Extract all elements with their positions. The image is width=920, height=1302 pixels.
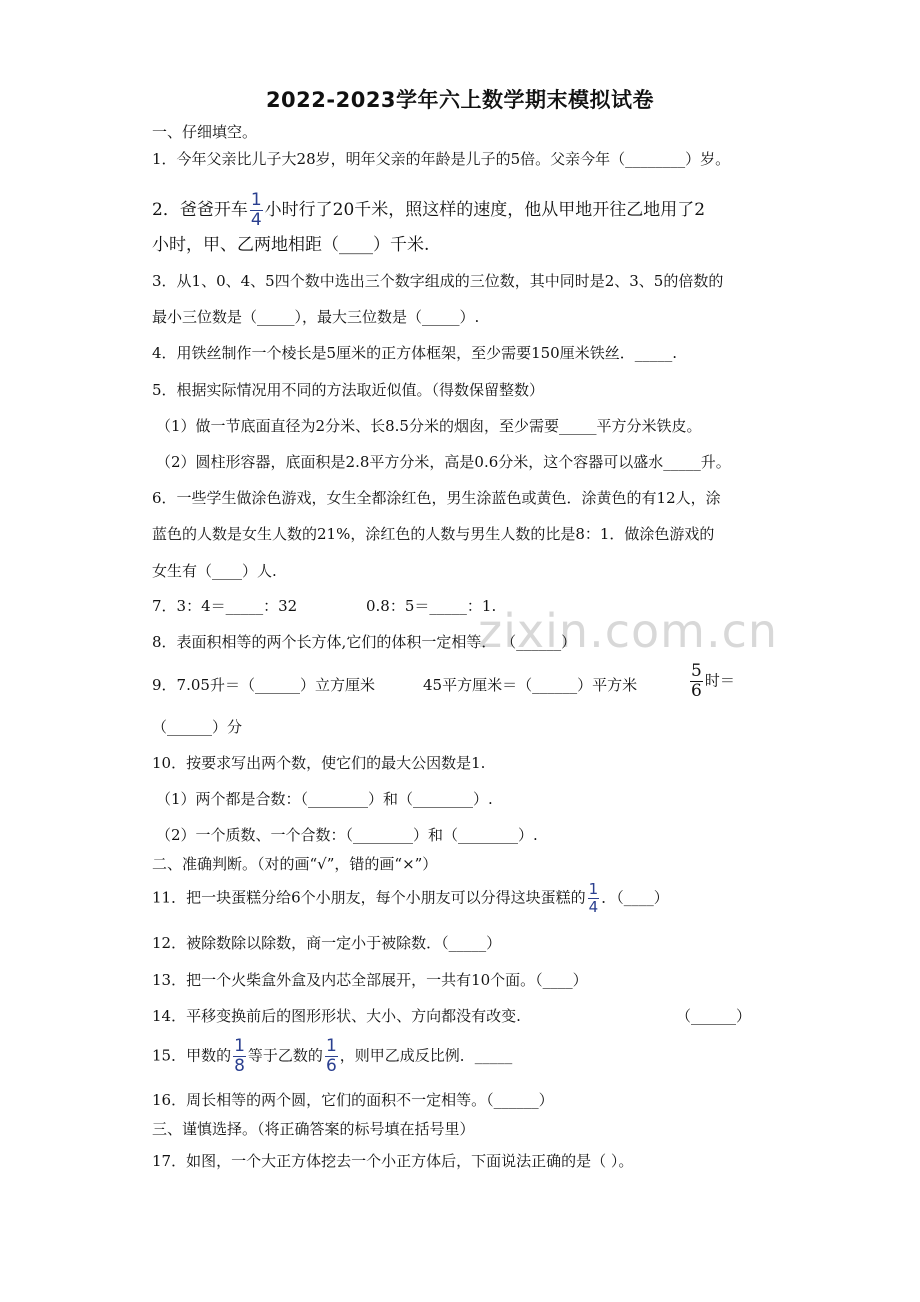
question-15-text-a: 15．甲数的 <box>152 1046 232 1065</box>
section-heading-3: 三、谨慎选择。（将正确答案的标号填在括号里） <box>152 1120 475 1138</box>
question-2-text-b: 小时行了20千米，照这样的速度，他从甲地开往乙地用了2 <box>264 200 706 220</box>
question-10-part-2: （2）一个质数、一个合数：（________）和（________）. <box>156 826 538 844</box>
question-12: 12．被除数除以除数，商一定小于被除数．（_____） <box>152 934 502 952</box>
question-10-line-1: 10．按要求写出两个数，使它们的最大公因数是1. <box>152 754 486 772</box>
fraction-numerator: 5 <box>691 661 702 681</box>
question-15-text-b: 等于乙数的 <box>247 1046 323 1065</box>
fraction-1-6 <box>325 1038 338 1075</box>
question-9-a: 9．7.05升＝（______）立方厘米 <box>152 676 375 694</box>
fraction-numerator: 1 <box>325 1036 337 1056</box>
question-2-line-2: 小时，甲、乙两地相距（____）千米. <box>152 235 430 255</box>
section-heading-2: 二、准确判断。（对的画“√”，错的画“×”） <box>152 855 438 873</box>
question-14: 14．平移变换前后的图形形状、大小、方向都没有改变. <box>152 1007 521 1025</box>
fraction-numerator: 1 <box>234 1036 245 1056</box>
fraction-numerator: 1 <box>250 190 262 210</box>
question-2-text-a: 2．爸爸开车 <box>152 200 248 220</box>
question-15-text-c: ，则甲乙成反比例．_____ <box>339 1046 513 1065</box>
question-15 <box>152 1038 512 1075</box>
question-3-line-2: 最小三位数是（_____），最大三位数是（_____）. <box>152 308 480 326</box>
watermark: zixin.com.cn <box>478 604 779 658</box>
question-13: 13．把一个火柴盒外盒及内芯全部展开，一共有10个面。（____） <box>152 971 588 989</box>
question-11 <box>152 882 669 915</box>
question-5-line-1: 5．根据实际情况用不同的方法取近似值。（得数保留整数） <box>152 381 545 399</box>
question-1: 1．今年父亲比儿子大28岁，明年父亲的年龄是儿子的5倍。父亲今年（________）岁。 <box>152 150 731 168</box>
question-9-d: （______）分 <box>152 718 243 736</box>
question-4: 4．用铁丝制作一个棱长是5厘米的正方体框架，至少需要150厘米铁丝．_____. <box>152 344 677 362</box>
fraction-denominator: 4 <box>588 898 599 916</box>
section-heading-1: 一、仔细填空。 <box>152 123 258 141</box>
fraction-denominator: 8 <box>234 1056 245 1076</box>
question-7-b: 0.8：5＝_____：1. <box>366 597 497 615</box>
fraction-5-6 <box>690 663 703 700</box>
question-8: 8．表面积相等的两个长方体,它们的体积一定相等． （______） <box>152 633 577 651</box>
question-17: 17．如图，一个大正方体挖去一个小正方体后，下面说法正确的是（ ）。 <box>152 1152 634 1170</box>
question-2-line-1 <box>152 192 705 229</box>
question-9-c <box>688 663 735 700</box>
fraction-denominator: 6 <box>325 1056 337 1076</box>
fraction-denominator: 6 <box>691 681 702 701</box>
question-10-part-1: （1）两个都是合数：（________）和（________）. <box>156 790 493 808</box>
question-5-part-2: （2）圆柱形容器，底面积是2.8平方分米，高是0.6分米，这个容器可以盛水_____升。 <box>156 453 731 471</box>
question-11-text-a: 11．把一块蛋糕分给6个小朋友，每个小朋友可以分得这块蛋糕的 <box>152 888 586 907</box>
page-title: 2022-2023学年六上数学期末模拟试卷 <box>265 88 655 112</box>
question-7-a: 7．3：4＝_____：32 <box>152 597 298 615</box>
fraction-1-4 <box>588 882 600 915</box>
fraction-1-4 <box>250 192 263 229</box>
fraction-denominator: 4 <box>250 210 262 230</box>
fraction-numerator: 1 <box>588 880 599 898</box>
question-9-b: 45平方厘米＝（______）平方米 <box>423 676 638 694</box>
fraction-1-8 <box>233 1038 246 1075</box>
question-5-part-1: （1）做一节底面直径为2分米、长8.5分米的烟囱，至少需要_____平方分米铁皮。 <box>156 417 702 435</box>
question-14-answer: （______） <box>676 1007 752 1025</box>
question-9-unit: 时＝ <box>704 671 735 690</box>
question-6-line-3: 女生有（____）人. <box>152 562 277 580</box>
question-11-text-b: ．（____） <box>601 888 669 907</box>
question-16: 16．周长相等的两个圆，它们的面积不一定相等。（______） <box>152 1091 554 1109</box>
question-6-line-1: 6．一些学生做涂色游戏，女生全都涂红色，男生涂蓝色或黄色．涂黄色的有12人，涂 <box>152 489 721 507</box>
question-3-line-1: 3．从1、0、4、5四个数中选出三个数字组成的三位数，其中同时是2、3、5的倍数的 <box>152 272 724 290</box>
question-6-line-2: 蓝色的人数是女生人数的21%，涂红色的人数与男生人数的比是8：1．做涂色游戏的 <box>152 525 715 543</box>
